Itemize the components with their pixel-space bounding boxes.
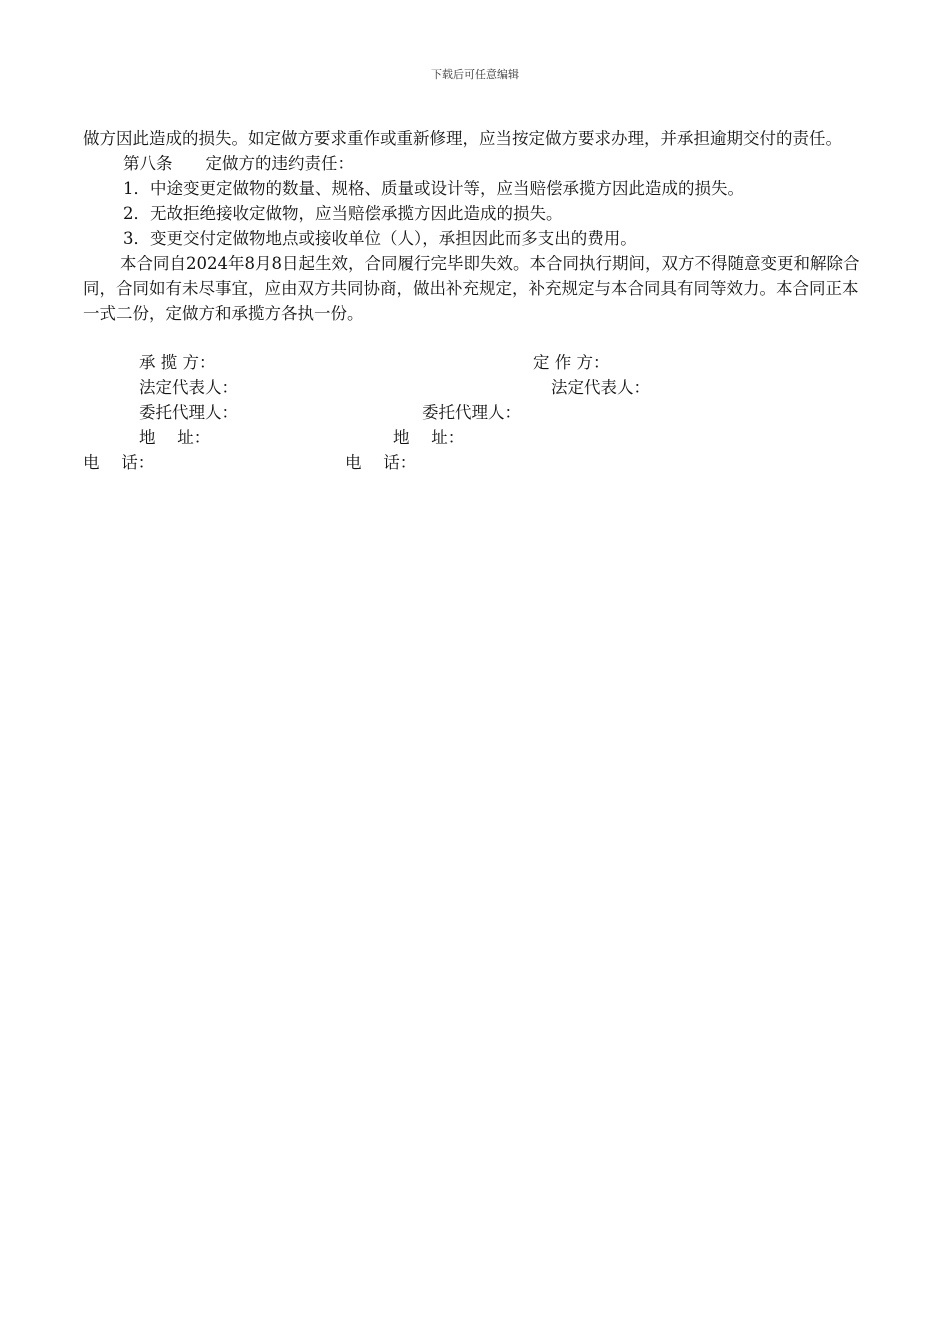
legal-rep-left-label: 法定代表人： [139,378,238,397]
article-8-item-1: 1．中途变更定做物的数量、规格、质量或设计等，应当赔偿承揽方因此造成的损失。 [123,179,744,198]
phone-left-label: 电 话： [83,453,155,472]
article-8-item-3: 3．变更交付定做物地点或接收单位（人），承担因此而多支出的费用。 [123,229,637,248]
document-body [83,126,869,326]
agent-right-label: 委托代理人： [422,403,521,422]
contractor-label: 承 揽 方： [139,353,216,372]
paragraph-effective-terms: 本合同自2024年8月8日起生效，合同履行完毕即失效。本合同执行期间，双方不得随意变更和解除合同，合同如有未尽事宜，应由双方共同协商，做出补充规定，补充规定与本合同具有同等效力。本合同正本一式二份，定做方和承揽方各执一份。 [83,254,860,323]
article-8-title: 第八条 定做方的违约责任： [123,154,354,173]
legal-rep-right-label: 法定代表人： [551,378,650,397]
page-header: 下载后可任意编辑 [431,68,519,81]
client-label: 定 作 方： [533,353,610,372]
article-8-item-2: 2．无故拒绝接收定做物，应当赔偿承揽方因此造成的损失。 [123,204,563,223]
address-right-label: 地 址： [393,428,465,447]
paragraph-continuation: 做方因此造成的损失。如定做方要求重作或重新修理，应当按定做方要求办理，并承担逾期交付的责任。 [83,129,842,148]
address-left-label: 地 址： [139,428,211,447]
phone-right-label: 电 话： [345,453,417,472]
agent-left-label: 委托代理人： [139,403,238,422]
